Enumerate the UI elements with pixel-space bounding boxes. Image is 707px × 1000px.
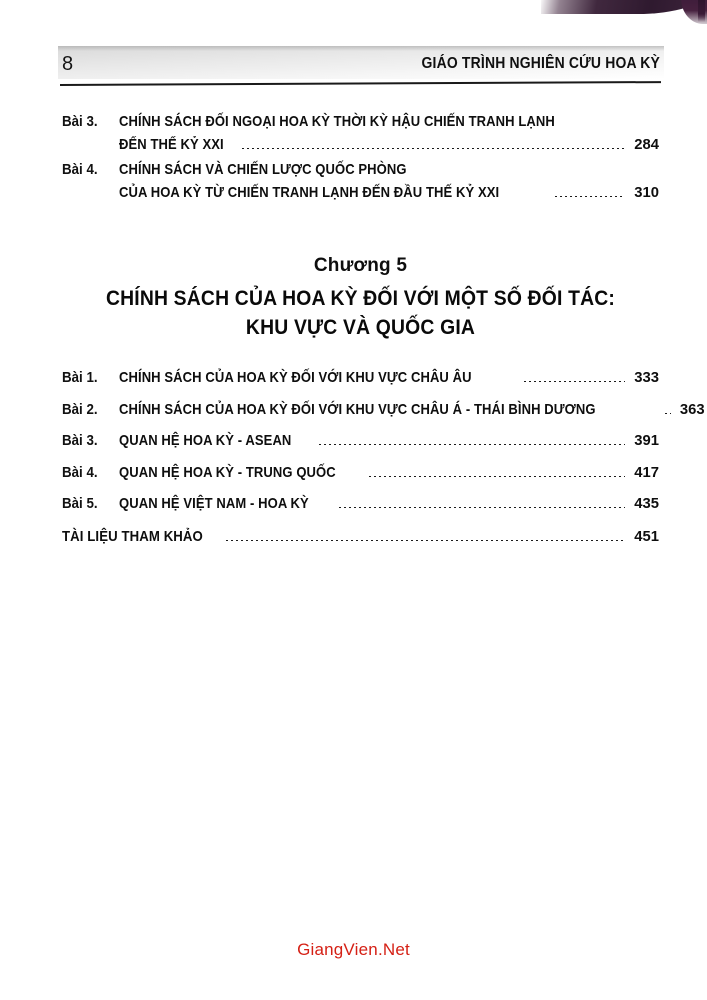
chapter-heading [62,253,659,342]
dot-leader [339,507,625,508]
toc-row-continuation[interactable] [62,185,659,201]
book-edge-corner [681,0,707,24]
toc-entry-title: CHÍNH SÁCH CỦA HOA KỲ ĐỐI VỚI KHU VỰC CHÂU Á - THÁI BÌNH DƯƠNG [119,401,596,418]
toc-row-references[interactable] [62,528,659,545]
dot-leader [524,381,625,382]
references-page: 451 [634,528,659,545]
page-number: 8 [62,53,74,75]
dot-leader [226,540,625,541]
toc-entry[interactable] [62,114,659,153]
toc-entry-label: Bài 2. [62,401,98,418]
dot-leader [665,413,671,414]
toc-entry-title: QUAN HỆ VIỆT NAM - HOA KỲ [119,496,309,512]
chapter-number: Chương 5 [313,255,408,276]
toc-entry[interactable] [62,162,659,201]
book-edge-band [541,0,707,14]
toc-entry-page: 363 [679,401,705,418]
book-edge-corner-shadow [698,0,705,22]
toc-row[interactable] [62,496,659,512]
toc-entry-page: 333 [634,370,659,386]
toc-list-bottom [62,370,705,545]
toc-row[interactable] [62,433,659,449]
toc-row-continuation[interactable] [62,137,659,153]
toc-row[interactable] [62,114,659,130]
toc-entry-title: CHÍNH SÁCH VÀ CHIẾN LƯỢC QUỐC PHÒNG [119,162,407,178]
dot-leader [369,476,625,477]
toc-entry-title: CHÍNH SÁCH CỦA HOA KỲ ĐỐI VỚI KHU VỰC CHÂU ÂU [119,370,472,386]
toc-entry-label: Bài 5. [62,496,98,512]
toc-entry-label: Bài 3. [62,433,98,449]
dot-leader [555,196,625,197]
scan-edge-artifact [541,0,707,26]
running-head-title: GIÁO TRÌNH NGHIÊN CỨU HOA KỲ [421,55,660,72]
references-title: TÀI LIỆU THAM KHẢO [62,527,203,545]
toc-entry-title: QUAN HỆ HOA KỲ - ASEAN [119,433,292,449]
toc-entry-page: 435 [634,496,659,512]
chapter-title-line-1: CHÍNH SÁCH CỦA HOA KỲ ĐỐI VỚI MỘT SỐ ĐỐI TÁC: [105,286,616,310]
toc-entry-page: 284 [634,137,659,153]
toc-entry-page: 391 [634,433,659,449]
toc-entry-label: Bài 1. [62,370,98,386]
page-header [62,46,660,82]
chapter-title-line-2: KHU VỰC VÀ QUỐC GIA [245,315,476,339]
toc-entry-title-line2: ĐẾN THẾ KỶ XXI [119,137,224,153]
toc-list-top [62,114,659,210]
toc-entry-title-line2: CỦA HOA KỲ TỪ CHIẾN TRANH LẠNH ĐẾN ĐẦU THẾ KỶ XXI [119,185,500,201]
toc-entry-label: Bài 4. [62,464,98,481]
toc-entry-page: 310 [634,185,659,201]
toc-entry-title: QUAN HỆ HOA KỲ - TRUNG QUỐC [119,464,336,481]
toc-entry-page: 417 [634,464,659,481]
dot-leader [319,444,625,445]
toc-entry-label: Bài 4. [62,162,98,178]
toc-entry-label: Bài 3. [62,114,98,130]
toc-row[interactable] [62,465,659,481]
toc-row[interactable] [62,401,705,418]
toc-entry-title: CHÍNH SÁCH ĐỐI NGOẠI HOA KỲ THỜI KỲ HẬU CHIẾN TRANH LẠNH [119,114,555,130]
dot-leader [242,148,625,149]
toc-row[interactable] [62,370,659,386]
watermark: GiangVien.Net [297,940,410,959]
toc-row[interactable] [62,162,659,178]
